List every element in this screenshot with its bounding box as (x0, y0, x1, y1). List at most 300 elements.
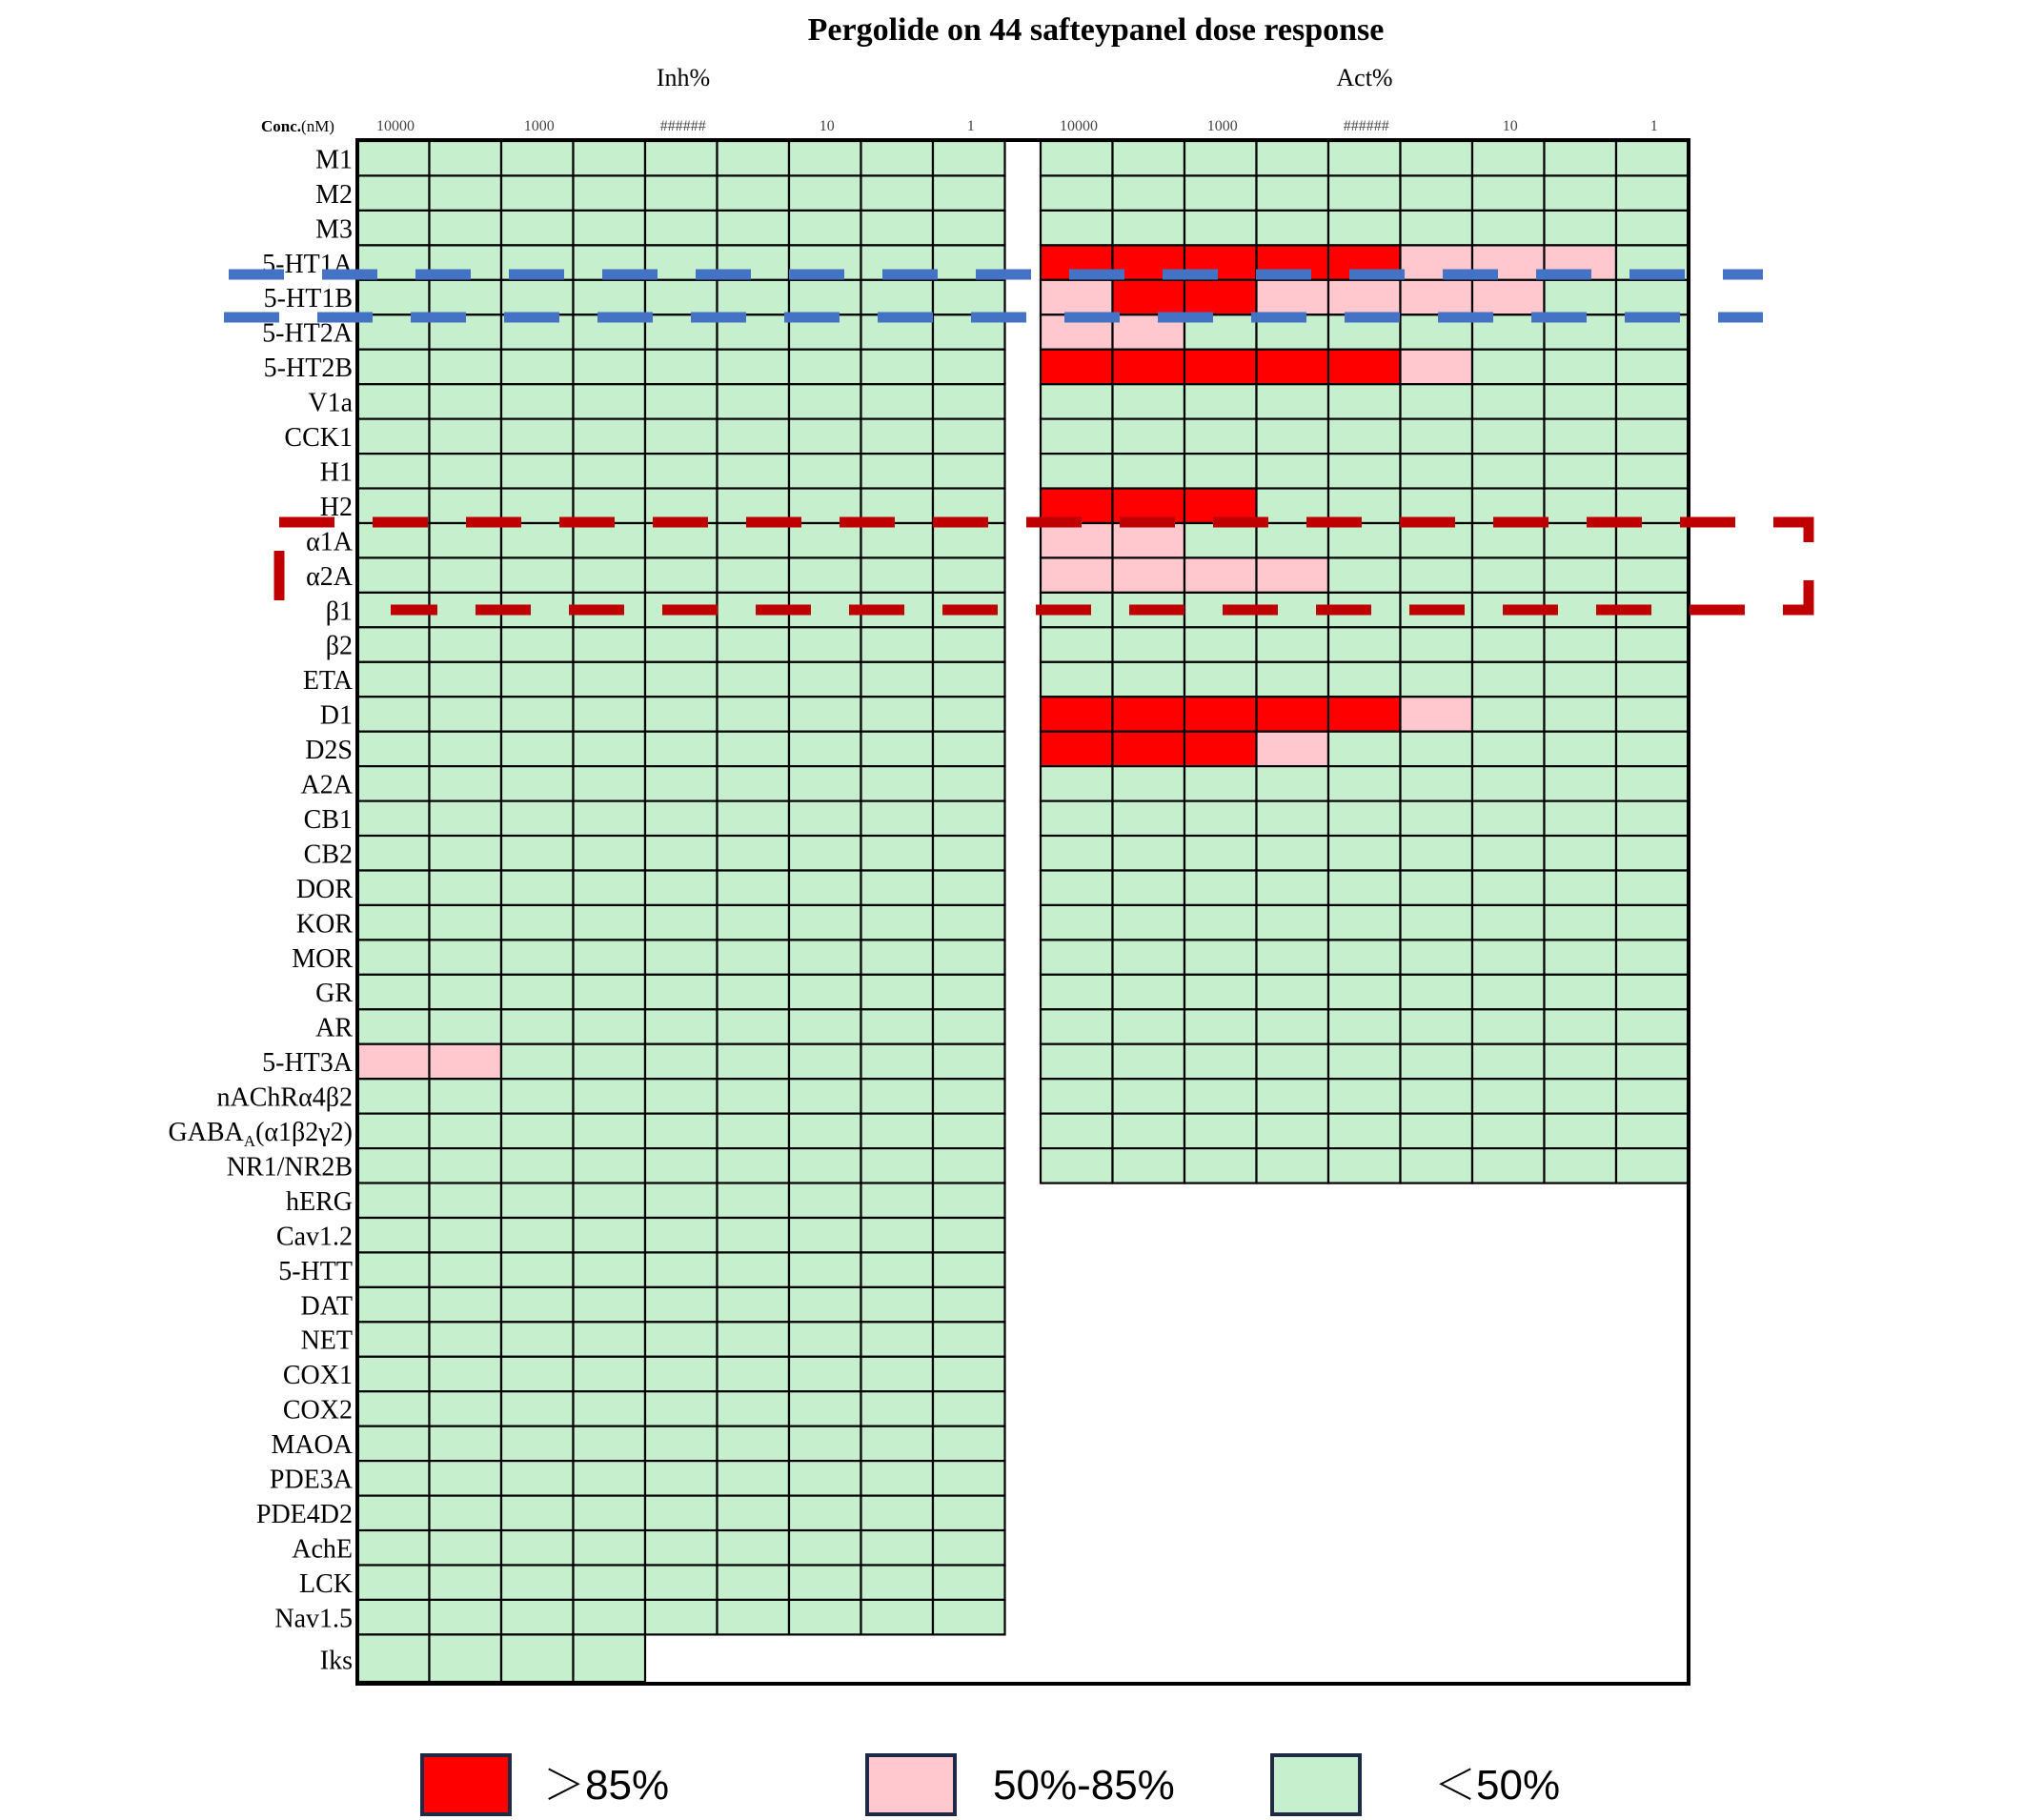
cell-act-d2s-2 (1184, 732, 1257, 767)
cell-inh-cb1-5 (718, 801, 790, 837)
cell-act-cb2-8 (1616, 836, 1689, 871)
cell-inh-cb2-2 (501, 836, 574, 871)
cell-act-2a-5 (1401, 557, 1473, 593)
cell-inh-cox1-0 (357, 1357, 430, 1392)
cell-act-5-ht2b-8 (1616, 350, 1689, 385)
cell-inh-net-1 (430, 1322, 502, 1357)
tick-act-1: 1000 (1206, 118, 1238, 134)
cell-inh-cb2-4 (645, 836, 718, 871)
cell-act-nr1-nr2b-6 (1472, 1148, 1545, 1183)
cell-act-gr-4 (1328, 975, 1401, 1010)
cell-inh-gr-6 (789, 975, 861, 1010)
cell-inh-kor-0 (357, 905, 430, 940)
cell-inh-cb1-0 (357, 801, 430, 837)
cell-inh-2-2 (501, 627, 574, 662)
cell-inh-d1-5 (718, 697, 790, 732)
cell-act-m1-3 (1257, 141, 1329, 176)
row-label-5-ht1b: 5-HT1B (263, 284, 353, 314)
cell-inh-dat-0 (357, 1287, 430, 1323)
row-label-2a: α2A (306, 561, 353, 592)
cell-act-kor-1 (1113, 905, 1185, 940)
cell-inh-nachr-4-2-3 (574, 1079, 646, 1114)
cell-inh-d2s-4 (645, 732, 718, 767)
cell-inh-nr1-nr2b-4 (645, 1148, 718, 1183)
cell-inh-maoa-2 (501, 1426, 574, 1462)
row-label-v1a: V1a (308, 388, 353, 418)
cell-inh-cox1-6 (789, 1357, 861, 1392)
cell-inh-m3-3 (574, 211, 646, 246)
cell-act-nachr-4-2-4 (1328, 1079, 1401, 1114)
cell-inh-ache-3 (574, 1530, 646, 1566)
cell-act-v1a-1 (1113, 384, 1185, 419)
cell-act-d2s-6 (1472, 732, 1545, 767)
cell-act-cb1-7 (1545, 801, 1617, 837)
legend-swatch-low (1272, 1755, 1360, 1814)
cell-act-gabaa-1-2-2-7 (1545, 1114, 1617, 1149)
cell-act-m3-8 (1616, 211, 1689, 246)
tick-act-4: 1 (1650, 118, 1658, 134)
cell-inh-eta-3 (574, 662, 646, 698)
chart-title: Pergolide on 44 safteypanel dose response (807, 12, 1385, 48)
cell-act-a2a-5 (1401, 766, 1473, 801)
cell-act-d2s-0 (1041, 732, 1113, 767)
cell-act-gabaa-1-2-2-2 (1184, 1114, 1257, 1149)
cell-act-a2a-3 (1257, 766, 1329, 801)
cell-act-mor-2 (1184, 940, 1257, 975)
cell-act-cb2-7 (1545, 836, 1617, 871)
cell-inh-m1-3 (574, 141, 646, 176)
cell-act-gr-0 (1041, 975, 1113, 1010)
row-label-nr1-nr2b: NR1/NR2B (226, 1152, 353, 1183)
cell-act-m2-2 (1184, 175, 1257, 211)
cell-inh-ar-6 (789, 1009, 861, 1044)
cell-inh-5-ht3a-8 (933, 1044, 1005, 1080)
cell-act-nr1-nr2b-3 (1257, 1148, 1329, 1183)
cell-act-gabaa-1-2-2-1 (1113, 1114, 1185, 1149)
cell-inh-m3-5 (718, 211, 790, 246)
cell-inh-cox1-2 (501, 1357, 574, 1392)
cell-inh-nav1-5-5 (718, 1600, 790, 1635)
cell-act-nr1-nr2b-0 (1041, 1148, 1113, 1183)
cell-act-kor-0 (1041, 905, 1113, 940)
cell-inh-pde3a-1 (430, 1461, 502, 1496)
cell-inh-a2a-8 (933, 766, 1005, 801)
cell-act-cb1-0 (1041, 801, 1113, 837)
cell-inh-net-4 (645, 1322, 718, 1357)
cell-inh-cox1-5 (718, 1357, 790, 1392)
cell-act-v1a-2 (1184, 384, 1257, 419)
cell-act-5-ht3a-5 (1401, 1044, 1473, 1080)
cell-inh-2a-3 (574, 557, 646, 593)
cell-inh-ache-1 (430, 1530, 502, 1566)
cell-act-d1-8 (1616, 697, 1689, 732)
cell-act-eta-0 (1041, 662, 1113, 698)
cell-inh-gr-7 (861, 975, 934, 1010)
cell-act-h1-3 (1257, 454, 1329, 488)
legend-swatch-medium (867, 1755, 955, 1814)
cell-act-dor-3 (1257, 871, 1329, 906)
cell-inh-cav1-2-3 (574, 1218, 646, 1253)
cell-inh-cav1-2-5 (718, 1218, 790, 1253)
cell-inh-cb1-7 (861, 801, 934, 837)
row-label-cck1: CCK1 (284, 423, 353, 453)
cell-act-m2-1 (1113, 175, 1185, 211)
cell-act-cck1-1 (1113, 419, 1185, 455)
cell-inh-dat-5 (718, 1287, 790, 1323)
cell-inh-m1-2 (501, 141, 574, 176)
cell-inh-2a-2 (501, 557, 574, 593)
cell-act-d2s-3 (1257, 732, 1329, 767)
cell-inh-5-ht2b-3 (574, 350, 646, 385)
cell-inh-eta-1 (430, 662, 502, 698)
cell-act-m1-2 (1184, 141, 1257, 176)
tick-inh-0: 10000 (376, 118, 415, 134)
conc-label-main: Conc. (261, 117, 302, 135)
cell-inh-pde4d2-6 (789, 1496, 861, 1531)
cell-inh-d2s-5 (718, 732, 790, 767)
cell-inh-nachr-4-2-6 (789, 1079, 861, 1114)
cell-inh-maoa-5 (718, 1426, 790, 1462)
cell-inh-nav1-5-4 (645, 1600, 718, 1635)
cell-inh-m1-7 (861, 141, 934, 176)
cell-act-gr-6 (1472, 975, 1545, 1010)
cell-act-nachr-4-2-6 (1472, 1079, 1545, 1114)
cell-inh-nachr-4-2-0 (357, 1079, 430, 1114)
cell-act-2-5 (1401, 627, 1473, 662)
row-label-5-htt: 5-HTT (278, 1256, 353, 1286)
cell-act-d2s-5 (1401, 732, 1473, 767)
cell-inh-dor-6 (789, 871, 861, 906)
cell-act-d1-7 (1545, 697, 1617, 732)
cell-act-2a-8 (1616, 557, 1689, 593)
tick-act-3: 10 (1502, 118, 1518, 134)
cell-inh-net-5 (718, 1322, 790, 1357)
cell-inh-kor-6 (789, 905, 861, 940)
cell-act-kor-8 (1616, 905, 1689, 940)
row-label-5-ht2b: 5-HT2B (263, 354, 353, 384)
cell-inh-cck1-8 (933, 419, 1005, 455)
cell-act-1a-2 (1184, 523, 1257, 558)
cell-inh-eta-7 (861, 662, 934, 698)
cell-act-eta-6 (1472, 662, 1545, 698)
cell-act-eta-8 (1616, 662, 1689, 698)
cell-inh-5-ht2b-7 (861, 350, 934, 385)
cell-inh-5-ht3a-5 (718, 1044, 790, 1080)
cell-act-ar-2 (1184, 1009, 1257, 1044)
cell-act-gr-2 (1184, 975, 1257, 1010)
cell-act-cb2-0 (1041, 836, 1113, 871)
cell-act-5-ht3a-3 (1257, 1044, 1329, 1080)
cell-inh-m3-1 (430, 211, 502, 246)
cell-inh-nachr-4-2-1 (430, 1079, 502, 1114)
cell-inh-d1-3 (574, 697, 646, 732)
cell-act-1a-1 (1113, 523, 1185, 558)
row-label-nachr-4-2: nAChRα4β2 (216, 1082, 353, 1113)
row-label-lck: LCK (299, 1568, 353, 1599)
cell-inh-cox1-3 (574, 1357, 646, 1392)
cell-inh-iks-3 (574, 1634, 646, 1682)
cell-inh-5-htt-7 (861, 1252, 934, 1287)
cell-act-eta-4 (1328, 662, 1401, 698)
cell-inh-herg-1 (430, 1183, 502, 1219)
cell-act-m1-7 (1545, 141, 1617, 176)
cell-inh-5-htt-8 (933, 1252, 1005, 1287)
cell-inh-iks-0 (357, 1634, 430, 1682)
row-label-pde3a: PDE3A (269, 1465, 353, 1495)
cell-act-mor-8 (1616, 940, 1689, 975)
cell-inh-5-ht1b-5 (718, 280, 790, 315)
cell-act-ar-4 (1328, 1009, 1401, 1044)
cell-inh-h1-6 (789, 454, 861, 488)
cell-inh-pde4d2-4 (645, 1496, 718, 1531)
cell-act-kor-6 (1472, 905, 1545, 940)
cell-inh-d1-6 (789, 697, 861, 732)
cell-inh-pde3a-2 (501, 1461, 574, 1496)
row-label-h1: H1 (319, 457, 353, 488)
cell-act-1a-7 (1545, 523, 1617, 558)
cell-act-gabaa-1-2-2-5 (1401, 1114, 1473, 1149)
cell-inh-nav1-5-3 (574, 1600, 646, 1635)
cell-inh-m2-3 (574, 175, 646, 211)
cell-inh-dat-4 (645, 1287, 718, 1323)
cell-act-cb2-6 (1472, 836, 1545, 871)
row-label-1: β1 (325, 597, 353, 627)
cell-inh-gabaa-1-2-2-8 (933, 1114, 1005, 1149)
cell-inh-m2-1 (430, 175, 502, 211)
cell-act-2-3 (1257, 627, 1329, 662)
cell-inh-maoa-8 (933, 1426, 1005, 1462)
row-label-1a: α1A (306, 527, 353, 557)
cell-inh-cck1-6 (789, 419, 861, 455)
cell-inh-cav1-2-1 (430, 1218, 502, 1253)
cell-inh-m1-0 (357, 141, 430, 176)
cell-act-5-ht3a-6 (1472, 1044, 1545, 1080)
cell-act-a2a-6 (1472, 766, 1545, 801)
cell-act-dor-4 (1328, 871, 1401, 906)
cell-inh-pde3a-8 (933, 1461, 1005, 1496)
cell-inh-nr1-nr2b-7 (861, 1148, 934, 1183)
cell-inh-5-ht2b-2 (501, 350, 574, 385)
cell-inh-net-6 (789, 1322, 861, 1357)
cell-inh-cav1-2-6 (789, 1218, 861, 1253)
cell-inh-2a-7 (861, 557, 934, 593)
cell-act-2a-2 (1184, 557, 1257, 593)
cell-act-v1a-5 (1401, 384, 1473, 419)
cell-inh-nachr-4-2-8 (933, 1079, 1005, 1114)
cell-inh-lck-3 (574, 1566, 646, 1601)
cell-inh-dat-3 (574, 1287, 646, 1323)
cell-act-ar-8 (1616, 1009, 1689, 1044)
cell-inh-nav1-5-1 (430, 1600, 502, 1635)
cell-inh-a2a-1 (430, 766, 502, 801)
cell-act-h1-4 (1328, 454, 1401, 488)
row-label-maoa: MAOA (271, 1430, 353, 1461)
cell-inh-cox2-5 (718, 1391, 790, 1426)
cell-act-cck1-3 (1257, 419, 1329, 455)
cell-inh-cox1-1 (430, 1357, 502, 1392)
cell-act-cb2-2 (1184, 836, 1257, 871)
cell-act-gr-1 (1113, 975, 1185, 1010)
cell-inh-m1-4 (645, 141, 718, 176)
cell-inh-dor-0 (357, 871, 430, 906)
cell-act-2a-4 (1328, 557, 1401, 593)
cell-inh-cav1-2-8 (933, 1218, 1005, 1253)
row-label-dor: DOR (295, 874, 353, 904)
cell-inh-iks-1 (430, 1634, 502, 1682)
cell-inh-mor-2 (501, 940, 574, 975)
cell-inh-iks-2 (501, 1634, 574, 1682)
cell-inh-ar-3 (574, 1009, 646, 1044)
row-label-cb2: CB2 (303, 839, 353, 870)
cell-act-cb1-1 (1113, 801, 1185, 837)
cell-inh-2-4 (645, 627, 718, 662)
cell-inh-gabaa-1-2-2-2 (501, 1114, 574, 1149)
cell-act-gr-8 (1616, 975, 1689, 1010)
cell-act-m2-6 (1472, 175, 1545, 211)
cell-act-dor-6 (1472, 871, 1545, 906)
cell-inh-h1-3 (574, 454, 646, 488)
cell-inh-lck-6 (789, 1566, 861, 1601)
cell-inh-cck1-4 (645, 419, 718, 455)
cell-inh-5-ht1b-3 (574, 280, 646, 315)
cell-inh-h1-0 (357, 454, 430, 488)
cell-inh-cox2-6 (789, 1391, 861, 1426)
cell-act-a2a-7 (1545, 766, 1617, 801)
cell-act-5-ht3a-1 (1113, 1044, 1185, 1080)
cell-inh-5-ht1b-7 (861, 280, 934, 315)
cell-inh-nav1-5-6 (789, 1600, 861, 1635)
cell-inh-gr-8 (933, 975, 1005, 1010)
cell-inh-pde3a-7 (861, 1461, 934, 1496)
cell-act-d2s-4 (1328, 732, 1401, 767)
cell-inh-dat-1 (430, 1287, 502, 1323)
cell-inh-m3-8 (933, 211, 1005, 246)
cell-inh-5-ht2b-0 (357, 350, 430, 385)
cell-inh-5-ht2b-6 (789, 350, 861, 385)
cell-inh-5-ht3a-1 (430, 1044, 502, 1080)
cell-inh-ache-2 (501, 1530, 574, 1566)
cell-inh-cb1-3 (574, 801, 646, 837)
cell-inh-m1-1 (430, 141, 502, 176)
cell-act-m2-5 (1401, 175, 1473, 211)
cell-inh-5-ht1b-1 (430, 280, 502, 315)
cell-act-d1-2 (1184, 697, 1257, 732)
cell-inh-2-7 (861, 627, 934, 662)
cell-inh-mor-0 (357, 940, 430, 975)
cell-inh-2a-5 (718, 557, 790, 593)
cell-inh-5-ht1b-4 (645, 280, 718, 315)
cell-inh-2-5 (718, 627, 790, 662)
cell-inh-eta-2 (501, 662, 574, 698)
cell-act-kor-2 (1184, 905, 1257, 940)
cell-act-m1-1 (1113, 141, 1185, 176)
cell-inh-2a-1 (430, 557, 502, 593)
cell-inh-lck-4 (645, 1566, 718, 1601)
row-label-5-ht2a: 5-HT2A (262, 318, 353, 349)
cell-inh-dat-8 (933, 1287, 1005, 1323)
cell-inh-d1-2 (501, 697, 574, 732)
cell-inh-gr-0 (357, 975, 430, 1010)
row-label-gabaa-1-2-2: $GABA_A(\alpha 1\beta 2\gamma 2)$ (168, 1118, 353, 1150)
row-label-net: NET (300, 1325, 353, 1356)
cell-act-5-ht3a-7 (1545, 1044, 1617, 1080)
cell-inh-5-ht3a-3 (574, 1044, 646, 1080)
cell-inh-net-8 (933, 1322, 1005, 1357)
cell-act-5-ht3a-8 (1616, 1044, 1689, 1080)
cell-act-eta-7 (1545, 662, 1617, 698)
cell-inh-lck-7 (861, 1566, 934, 1601)
cell-inh-mor-6 (789, 940, 861, 975)
cell-inh-gabaa-1-2-2-1 (430, 1114, 502, 1149)
cell-act-eta-2 (1184, 662, 1257, 698)
cell-inh-1a-3 (574, 523, 646, 558)
cell-inh-ar-2 (501, 1009, 574, 1044)
cell-inh-cb1-4 (645, 801, 718, 837)
cell-inh-nachr-4-2-2 (501, 1079, 574, 1114)
cell-act-kor-5 (1401, 905, 1473, 940)
row-label-iks: Iks (319, 1646, 353, 1676)
cell-inh-nav1-5-2 (501, 1600, 574, 1635)
cell-act-cck1-5 (1401, 419, 1473, 455)
cell-act-2-6 (1472, 627, 1545, 662)
cell-act-5-ht1b-3 (1257, 280, 1329, 315)
cell-inh-m1-6 (789, 141, 861, 176)
cell-act-gabaa-1-2-2-3 (1257, 1114, 1329, 1149)
cell-act-1a-4 (1328, 523, 1401, 558)
cell-inh-kor-3 (574, 905, 646, 940)
cell-act-a2a-8 (1616, 766, 1689, 801)
cell-inh-d2s-8 (933, 732, 1005, 767)
cell-inh-maoa-7 (861, 1426, 934, 1462)
tick-inh-3: 10 (819, 118, 835, 134)
cell-inh-lck-0 (357, 1566, 430, 1601)
cell-inh-mor-4 (645, 940, 718, 975)
cell-act-h1-8 (1616, 454, 1689, 488)
cell-act-5-ht1b-7 (1545, 280, 1617, 315)
row-label-m3: M3 (315, 214, 353, 245)
cell-inh-v1a-2 (501, 384, 574, 419)
cell-inh-1a-2 (501, 523, 574, 558)
cell-inh-mor-5 (718, 940, 790, 975)
cell-inh-m3-6 (789, 211, 861, 246)
cell-act-m1-6 (1472, 141, 1545, 176)
cell-inh-m3-4 (645, 211, 718, 246)
cell-act-v1a-7 (1545, 384, 1617, 419)
cell-inh-cav1-2-7 (861, 1218, 934, 1253)
cell-inh-2-8 (933, 627, 1005, 662)
cell-act-a2a-4 (1328, 766, 1401, 801)
tick-inh-2: ###### (659, 118, 706, 134)
cell-act-dor-5 (1401, 871, 1473, 906)
cell-act-2-1 (1113, 627, 1185, 662)
cell-act-cb1-2 (1184, 801, 1257, 837)
row-label-mor: MOR (292, 943, 353, 974)
cell-inh-d2s-3 (574, 732, 646, 767)
cell-act-m2-7 (1545, 175, 1617, 211)
cell-inh-dat-6 (789, 1287, 861, 1323)
cell-act-d1-4 (1328, 697, 1401, 732)
tick-act-2: ###### (1343, 118, 1389, 134)
cell-act-nachr-4-2-8 (1616, 1079, 1689, 1114)
cell-inh-nr1-nr2b-8 (933, 1148, 1005, 1183)
cell-inh-d2s-1 (430, 732, 502, 767)
cell-inh-kor-1 (430, 905, 502, 940)
cell-inh-cck1-1 (430, 419, 502, 455)
cell-act-v1a-6 (1472, 384, 1545, 419)
cell-inh-5-ht3a-0 (357, 1044, 430, 1080)
cell-act-d2s-1 (1113, 732, 1185, 767)
cell-inh-dat-2 (501, 1287, 574, 1323)
